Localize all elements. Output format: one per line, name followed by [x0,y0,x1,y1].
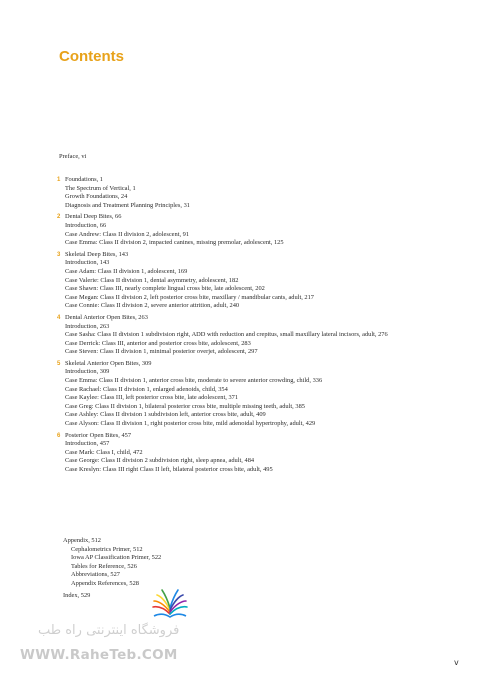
chapter-heading: Dental Deep Bites, 66 [65,213,122,221]
toc-entry: Case Derrick: Class III, anterior and posterior cross bite, adolescent, 283 [65,339,251,347]
toc-entry: Abbreviations, 527 [71,571,120,579]
appendix-heading: Appendix, 512 [63,537,101,544]
toc-entry: Case George: Class II division 2 subdivision right, sleep apnea, adult, 484 [65,457,255,465]
toc-entry: Case Kaylee: Class III, left posterior cross bite, late adolescent, 371 [65,394,239,402]
preface-entry: Preface, vi [59,153,87,160]
toc-entry: Case Greg: Class II division 1, bilateral posterior cross bite, multiple missing teeth, adult, 385 [65,402,305,410]
toc-entry: Tables for Reference, 526 [71,562,137,570]
toc-entry: Case Mark: Class I, child, 472 [65,448,143,456]
toc-entry: Case Emma: Class II division 2, impacted canines, missing premolar, adolescent, 125 [65,239,284,247]
toc-entry: Cephalometrics Primer, 512 [71,545,143,553]
toc-entry: The Spectrum of Vertical, 1 [65,184,136,192]
toc-entry: Case Kreslyn: Class III right Class II left, bilateral posterior cross bite, adult, 495 [65,466,273,473]
toc-entry: Introduction, 263 [65,322,110,330]
chapter-number: 4 [57,314,61,321]
toc-entry: Introduction, 66 [65,221,107,229]
toc-entry: Growth Foundations, 24 [65,193,128,201]
watermark-url: WWW.RaheTeb.COM [20,647,178,663]
toc-entry: Case Alyson: Class II division 1, right posterior cross bite, mild adenoidal hypertrophy, adult, 429 [65,420,316,428]
index-entry: Index, 529 [63,591,91,599]
page-title: Contents [59,48,124,65]
toc-entry: Case Emma: Class II division 1, anterior cross bite, moderate to severe anterior crowding, child, 336 [65,377,323,385]
page-number: v [454,658,459,667]
toc-entry: Iowa AP Classification Primer, 522 [71,554,162,562]
toc-entry: Case Sasha: Class II division 1 subdivision right, ADD with reduction and crepitus, small maxillary lateral incisors, adult, 276 [65,331,388,339]
toc-entry: Case Megan: Class II division 2, left posterior cross bite, maxillary / mandibular cants, adult, 217 [65,293,315,301]
chapter-number: 2 [57,214,61,221]
toc-entry: Introduction, 143 [65,259,110,267]
toc-entry: Case Steven: Class II division 1, minimal posterior overjet, adolescent, 297 [65,348,258,356]
toc-entry: Diagnosis and Treatment Planning Principles, 31 [65,201,190,209]
toc-entry: Case Rachael: Class II division 1, enlarged adenoids, child, 354 [65,385,228,393]
chapter-number: 5 [57,360,61,367]
toc-entry: Case Shawn: Class III, nearly complete lingual cross bite, late adolescent, 202 [65,285,265,293]
chapter-heading: Skeletal Deep Bites, 143 [65,250,129,258]
chapter-1 [59,176,459,210]
chapter-heading: Skeletal Anterior Open Bites, 309 [65,359,152,367]
chapter-6 [59,432,459,475]
chapter-3 [59,251,459,311]
chapter-number: 1 [57,177,61,183]
chapter-2 [59,213,459,247]
chapter-heading: Foundations, 1 [65,176,103,183]
chapter-list [59,176,459,478]
toc-entry: Case Valerie: Class II division 1, dental asymmetry, adolescent, 182 [65,276,239,284]
toc-entry: Case Adam: Class II division 1, adolescent, 169 [65,267,188,275]
chapter-number: 6 [57,432,61,439]
chapter-heading: Dental Anterior Open Bites, 263 [65,313,148,321]
toc-entry: Appendix References, 528 [71,579,139,587]
open-book-rainbow-icon [150,588,190,622]
chapter-4 [59,314,459,357]
watermark-persian-text: فروشگاه اینترنتی راه طب [38,623,180,638]
watermark [0,588,240,668]
toc-entry: Introduction, 309 [65,368,110,376]
toc-entry: Introduction, 457 [65,440,110,448]
toc-entry: Case Ashley: Class II division 1 subdivision left, anterior cross bite, adult, 409 [65,411,266,419]
toc-entry: Case Andrew: Class II division 2, adolescent, 91 [65,230,190,238]
toc-entry: Case Connie: Class II division 2, severe anterior attrition, adult, 240 [65,302,240,310]
chapter-number: 3 [57,251,61,258]
chapter-heading: Posterior Open Bites, 457 [65,431,132,439]
chapter-5 [59,360,459,429]
